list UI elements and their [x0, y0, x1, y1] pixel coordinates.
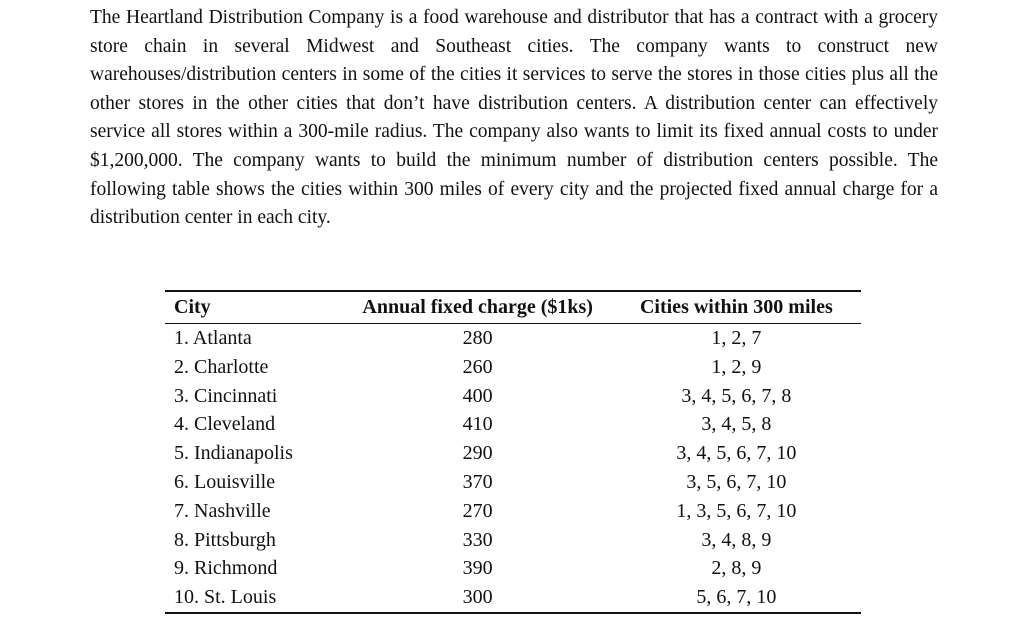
- row-city: 7. Nashville: [174, 499, 271, 522]
- header-cities-within-300-miles: Cities within 300 miles: [612, 291, 861, 324]
- row-city: 3. Cincinnati: [174, 384, 278, 407]
- row-charge: 330: [462, 528, 493, 551]
- header-row: [165, 291, 861, 324]
- row-nearby-cities: 5, 6, 7, 10: [612, 583, 861, 613]
- table-row: [165, 554, 861, 583]
- row-nearby-cities: 3, 4, 5, 8: [701, 413, 772, 436]
- row-city: 9. Richmond: [174, 557, 278, 580]
- header-annual-fixed-charge: Annual fixed charge ($1ks): [344, 291, 612, 324]
- table-row: [165, 324, 861, 353]
- row-charge: 390: [462, 557, 493, 580]
- row-charge: 400: [462, 384, 493, 407]
- cities-table: [165, 290, 861, 614]
- row-city: 10. St. Louis: [165, 583, 344, 613]
- table-row: [165, 468, 861, 497]
- row-charge: 260: [462, 355, 493, 378]
- row-nearby-cities: 3, 5, 6, 7, 10: [686, 470, 787, 493]
- problem-description: The Heartland Distribution Company is a food warehouse and distributor that has a contract with a grocery store chain in several Midwest and Southeast cities. The company wants to construct new warehouses/distribution centers in some of the cities it services to serve the stores in those cities plus all the other stores in the other cities that don’t have distribution centers. A distribution center can effectively service all stores within a 300-mile radius. The company also wants to limit its fixed annual costs to under $1,200,000. The company wants to build the minimum number of distribution centers possible. The following table shows the cities within 300 miles of every city and the projected fixed annual charge for a distribution center in each city.: [90, 7, 938, 229]
- table-row: [165, 583, 861, 613]
- row-city: 2. Charlotte: [174, 355, 269, 378]
- row-charge: 300: [344, 583, 612, 613]
- row-charge: 370: [462, 470, 493, 493]
- row-nearby-cities: 1, 2, 9: [711, 355, 762, 378]
- table-row: [165, 439, 861, 468]
- distribution-table: [165, 290, 861, 614]
- row-nearby-cities: 1, 2, 7: [711, 327, 762, 349]
- row-charge: 290: [462, 442, 493, 465]
- table-body: [165, 324, 861, 613]
- row-nearby-cities: 3, 4, 5, 6, 7, 10: [676, 442, 797, 465]
- row-city: 5. Indianapolis: [174, 442, 293, 465]
- row-nearby-cities: 1, 3, 5, 6, 7, 10: [676, 499, 797, 522]
- table-header: [165, 291, 861, 324]
- header-city: City: [165, 291, 344, 324]
- row-city: 6. Louisville: [174, 470, 276, 493]
- row-charge: 280: [462, 327, 493, 349]
- row-nearby-cities: 3, 4, 5, 6, 7, 8: [681, 384, 792, 407]
- row-city: 1. Atlanta: [174, 327, 252, 349]
- table-row: [165, 410, 861, 439]
- table-row: [165, 353, 861, 382]
- row-city: 4. Cleveland: [174, 413, 276, 436]
- table-row: [165, 382, 861, 411]
- table-row: [165, 497, 861, 526]
- row-city: 8. Pittsburgh: [174, 528, 276, 551]
- row-charge: 410: [462, 413, 493, 436]
- table-row: [165, 526, 861, 555]
- row-charge: 270: [462, 499, 493, 522]
- row-nearby-cities: 2, 8, 9: [711, 557, 762, 580]
- row-nearby-cities: 3, 4, 8, 9: [701, 528, 772, 551]
